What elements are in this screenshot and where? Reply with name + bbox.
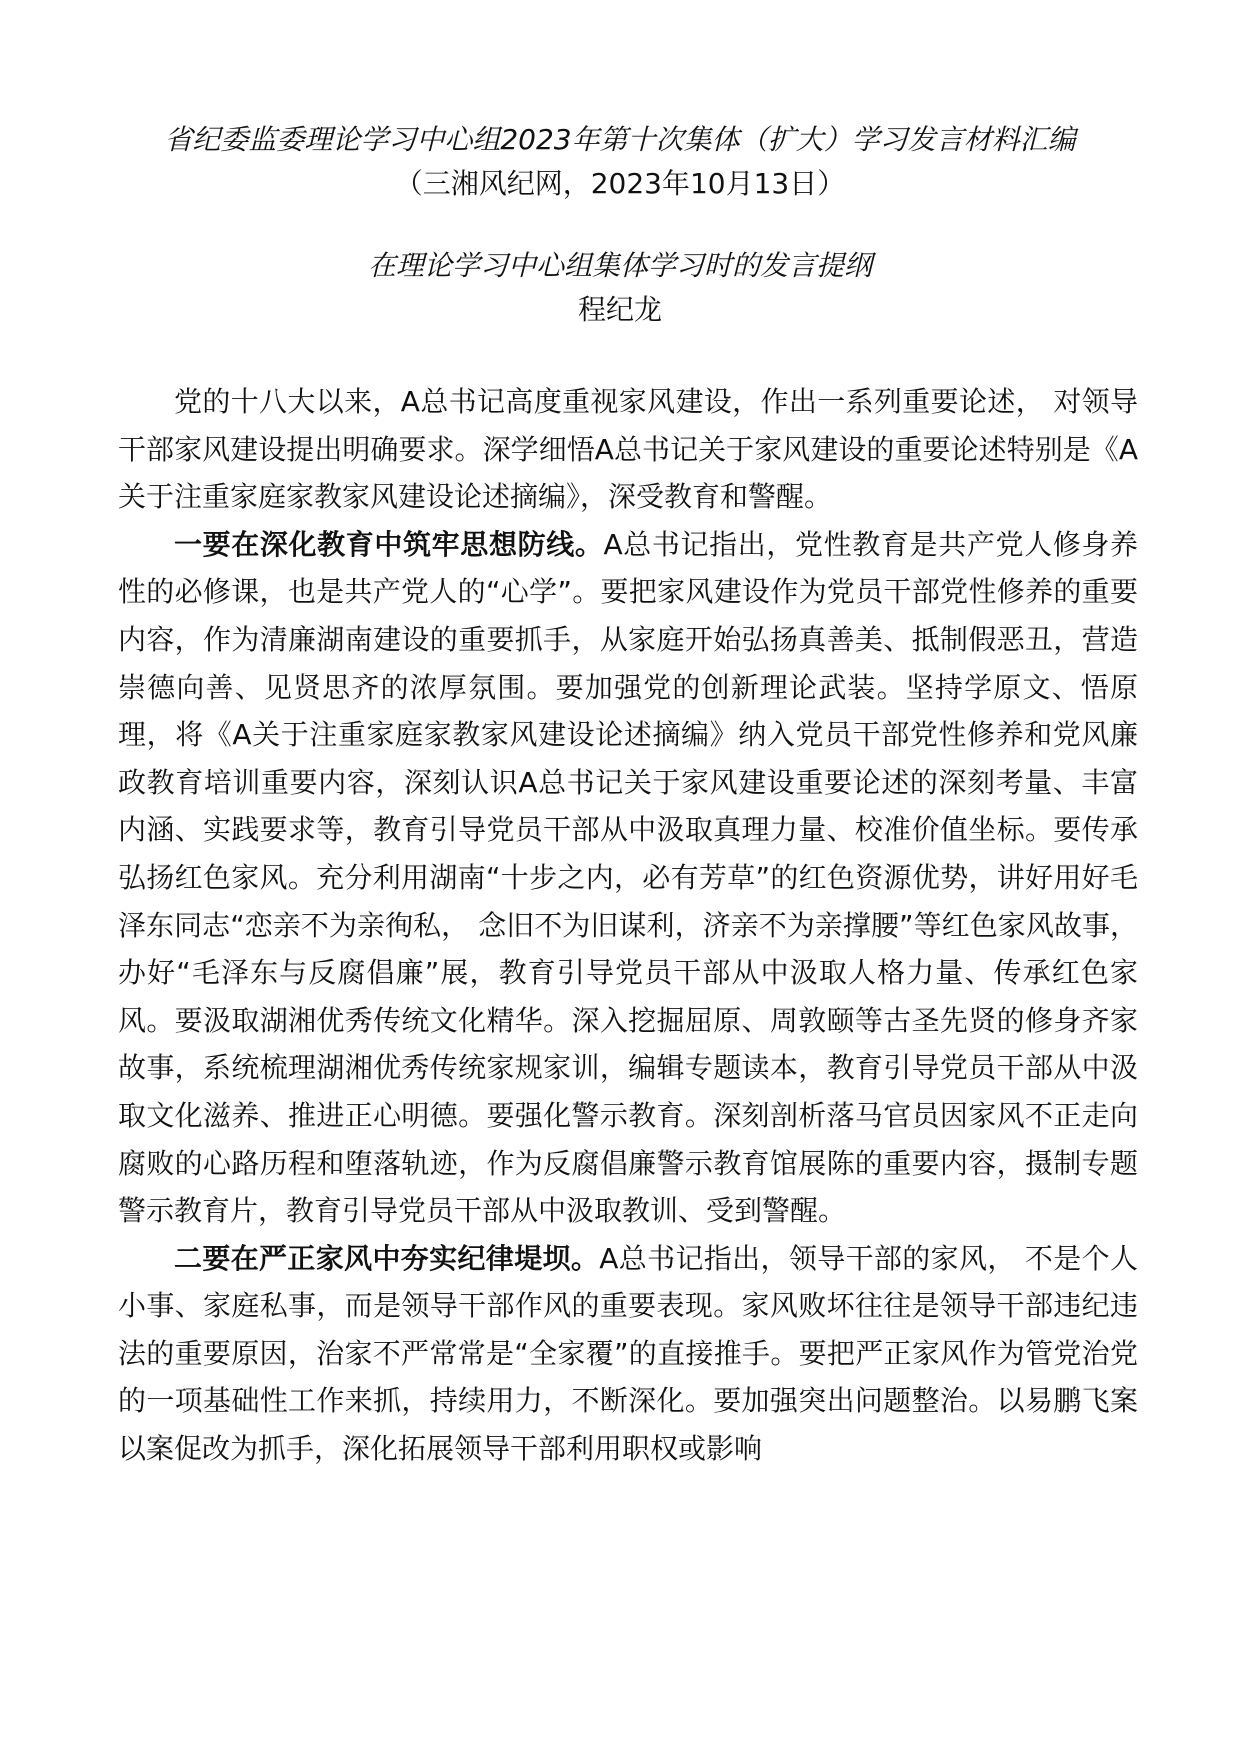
speech-title: 在理论学习中心组集体学习时的发言提纲 [367,249,872,282]
speech-heading [0,244,1240,332]
section-two-text: A总书记指出，领导干部的家风， 不是个人小事、家庭私事，而是领导干部作风的重要表现。家风败坏往往是领导干部违纪违法的重要原因，治家不严常常是“全家覆”的直接推手。要把严正家风作为管党治党的一项基础性工作来抓，持续用力，不断深化。要加强突出问题整治。以易鹏飞案以案促改为抓手，深化拓展领导干部利用职权或影响 [118,1241,1138,1466]
section-one-paragraph [118,521,1138,1235]
section-one-heading: 一要在深化教育中筑牢思想防线。 [174,527,604,561]
section-one-text: A总书记指出，党性教育是共产党人修身养性的必修课，也是共产党人的“心学”。要把家风建设作为党员干部党性修养的重要内容，作为清廉湖南建设的重要抓手，从家庭开始弘扬真善美、抵制假恶丑，营造崇德向善、见贤思齐的浓厚氛围。要加强党的创新理论武装。坚持学原文、悟原理，将《A关于注重家庭家教家风建设论述摘编》纳入党员干部党性修养和党风廉政教育培训重要内容，深刻认识A总书记关于家风建设重要论述的深刻考量、丰富内涵、实践要求等，教育引导党员干部从中汲取真理力量、校准价值坐标。要传承弘扬红色家风。充分利用湖南“十步之内，必有芳草”的红色资源优势，讲好用好毛泽东同志“恋亲不为亲徇私， 念旧不为旧谋利，济亲不为亲撑腰”等红色家风故事，办好“毛泽东与反腐倡廉”展，教育引导党员干部从中汲取人格力量、传承红色家风。要汲取湖湘优秀传统文化精华。深入挖掘屈原、周敦颐等古圣先贤的修身齐家故事，系统梳理湖湘优秀传统家规家训，编辑专题读本，教育引导党员干部从中汲取文化滋养、推进正心明德。要强化警示教育。深刻剖析落马官员因家风不正走向腐败的心路历程和堕落轨迹，作为反腐倡廉警示教育馆展陈的重要内容，摄制专题警示教育片，教育引导党员干部从中汲取教训、受到警醒。 [118,527,1138,1228]
section-two-paragraph [118,1235,1138,1473]
document-title: 省纪委监委理论学习中心组2023年第十次集体（扩大）学习发言材料汇编 [164,123,1076,156]
document-body [118,378,1138,1473]
intro-paragraph: 党的十八大以来，A总书记高度重视家风建设，作出一系列重要论述， 对领导干部家风建设提出明确要求。深学细悟A总书记关于家风建设的重要论述特别是《A关于注重家庭家教家风建设论述摘编》，深受教育和警醒。 [118,385,1138,514]
document-header [0,118,1240,206]
speaker-name: 程纪龙 [577,293,662,326]
section-two-heading: 二要在严正家风中夯实纪律堤坝。 [174,1241,600,1275]
document-source-line: （三湘风纪网，2023年10月13日） [394,167,846,200]
